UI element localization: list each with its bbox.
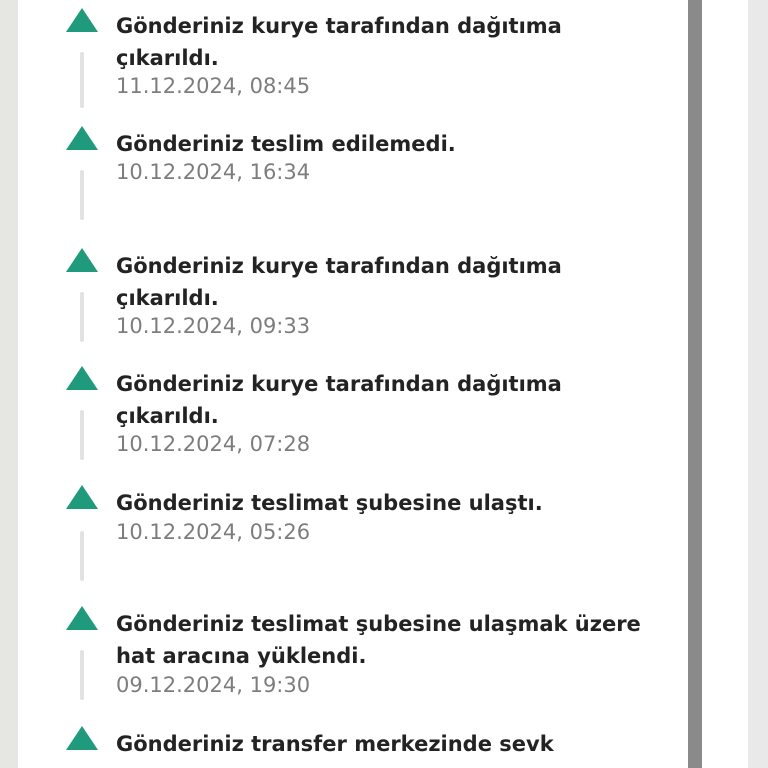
right-margin xyxy=(748,0,768,768)
event-status: Gönderiniz kurye tarafından dağıtıma çıkarıldı. xyxy=(116,254,562,310)
event-status: Gönderiniz teslimat şubesine ulaşmak üzere hat aracına yüklendi. xyxy=(116,612,641,668)
event-status: Gönderiniz teslim edilemedi. xyxy=(116,132,456,156)
event-datetime: 10.12.2024, 09:33 xyxy=(116,314,311,338)
event-datetime: 10.12.2024, 07:28 xyxy=(116,432,311,456)
window-divider xyxy=(688,0,702,768)
triangle-up-icon xyxy=(66,248,98,272)
adjacent-panel xyxy=(702,0,748,768)
timeline-connector xyxy=(80,292,84,342)
event-status: Gönderiniz kurye tarafından dağıtıma çıkarıldı. xyxy=(116,372,562,428)
event-status: Gönderiniz teslimat şubesine ulaştı. xyxy=(116,491,543,515)
timeline-connector xyxy=(80,531,84,581)
shipment-timeline-card[interactable] xyxy=(18,0,688,768)
triangle-up-icon xyxy=(66,366,98,390)
left-margin xyxy=(0,0,18,768)
triangle-up-icon xyxy=(66,126,98,150)
event-datetime: 09.12.2024, 19:30 xyxy=(116,673,311,697)
timeline-connector xyxy=(80,410,84,460)
triangle-up-icon xyxy=(66,8,98,32)
timeline-connector xyxy=(80,52,84,108)
triangle-up-icon xyxy=(66,726,98,750)
triangle-up-icon xyxy=(66,606,98,630)
event-status: Gönderiniz kurye tarafından dağıtıma çıkarıldı. xyxy=(116,14,562,70)
event-datetime: 10.12.2024, 16:34 xyxy=(116,160,311,184)
triangle-up-icon xyxy=(66,485,98,509)
event-status: Gönderiniz transfer merkezinde sevk xyxy=(116,732,554,756)
event-datetime: 11.12.2024, 08:45 xyxy=(116,74,311,98)
shipment-timeline xyxy=(18,0,688,768)
event-datetime: 10.12.2024, 05:26 xyxy=(116,520,311,544)
timeline-connector xyxy=(80,650,84,700)
timeline-connector xyxy=(80,170,84,220)
